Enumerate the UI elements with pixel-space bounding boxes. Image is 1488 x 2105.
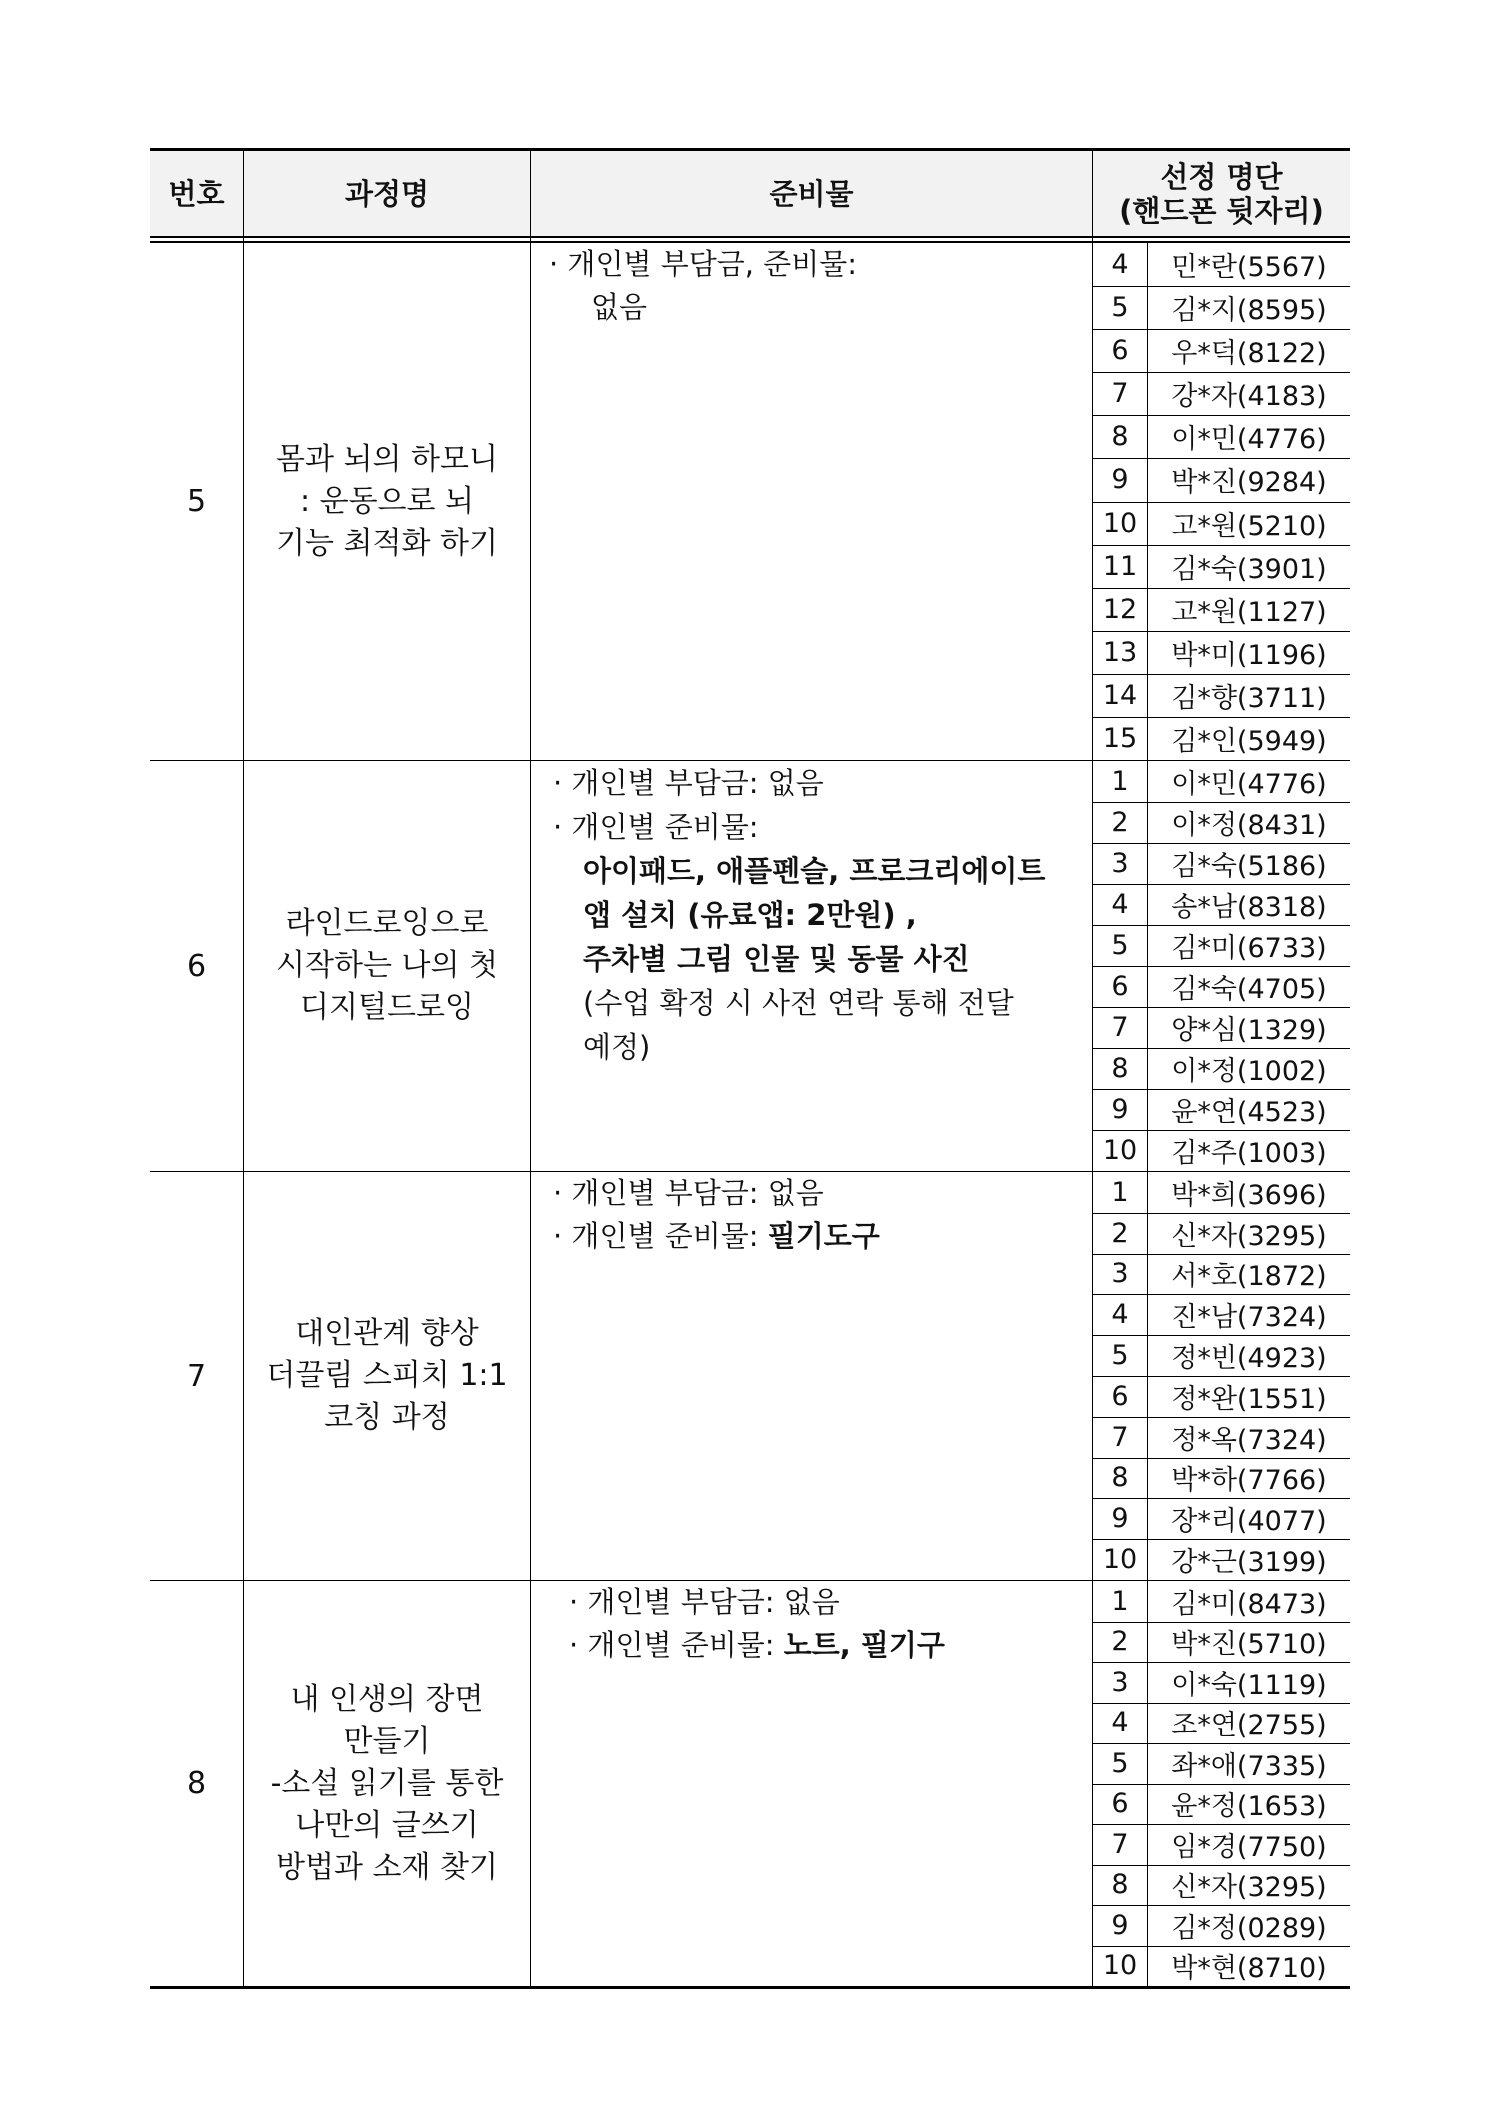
header-course: 과정명 <box>244 151 530 237</box>
selected-row-name: 서*호(1872) <box>1171 1261 1327 1293</box>
selected-row-name: 이*민(4776) <box>1171 769 1327 800</box>
selected-row-number: 8 <box>1111 1869 1129 1901</box>
selected-row-name: 김*향(3711) <box>1171 682 1327 714</box>
prep-line: · 개인별 준비물: <box>553 810 759 844</box>
selected-row-name: 정*옥(7324) <box>1171 1424 1327 1456</box>
course-title-line: 만들기 <box>343 1723 431 1759</box>
course-title-line: 더끌림 스피치 1:1 <box>266 1358 508 1393</box>
selected-row-name: 김*주(1003) <box>1171 1138 1327 1169</box>
selected-row-number: 6 <box>1111 971 1129 1002</box>
selected-row-number: 5 <box>1111 1340 1129 1372</box>
prep-line: · 개인별 부담금, 준비물: <box>549 247 857 281</box>
selected-row-name: 박*진(9284) <box>1171 467 1327 499</box>
selected-row-number: 2 <box>1111 807 1129 838</box>
selected-row-name: 박*현(8710) <box>1171 1953 1327 1985</box>
course-title <box>244 243 530 760</box>
course-preparation <box>531 1172 1092 1580</box>
selected-row-name: 좌*애(7335) <box>1171 1750 1327 1782</box>
selected-row-number: 7 <box>1111 1828 1129 1860</box>
selected-row-name: 박*진(5710) <box>1171 1629 1327 1661</box>
selected-row-name: 박*희(3696) <box>1171 1179 1327 1211</box>
selected-row-number: 9 <box>1111 1503 1129 1535</box>
selected-row-number: 8 <box>1111 1462 1129 1494</box>
prep-line-bold: 앱 설치 (유료앱: 2만원) , <box>583 898 917 932</box>
selected-row-number: 1 <box>1111 1176 1129 1208</box>
selected-row-name: 김*숙(3901) <box>1171 553 1327 585</box>
selected-row-name: 민*란(5567) <box>1171 252 1327 284</box>
prep-line-bold: 주차별 그림 인물 및 동물 사진 <box>583 942 970 976</box>
prep-line <box>569 1624 945 1667</box>
header-double-rule-top <box>150 236 1350 238</box>
selected-list <box>1093 1172 1350 1580</box>
table-bottom-rule <box>150 1986 1350 1989</box>
header-selected-line2: (핸드폰 뒷자리) <box>1119 194 1324 228</box>
selected-row-number: 4 <box>1111 1299 1129 1331</box>
header-prep: 준비물 <box>531 151 1092 237</box>
selected-row-name: 정*빈(4923) <box>1171 1343 1327 1375</box>
selected-row-name: 김*미(8473) <box>1171 1588 1327 1620</box>
prep-line: · 개인별 부담금: 없음 <box>553 1176 824 1210</box>
course-title-line: 내 인생의 장면 <box>290 1681 484 1717</box>
selected-row-number: 10 <box>1102 507 1138 539</box>
selected-row-number: 7 <box>1111 378 1129 410</box>
selected-row-number: 12 <box>1102 593 1138 625</box>
selected-row-name: 고*원(1127) <box>1171 596 1327 628</box>
prep-value-bold: 노트, 필기구 <box>783 1628 945 1662</box>
course-title-line: -소설 읽기를 통한 <box>270 1765 504 1801</box>
prep-line: 없음 <box>591 290 648 324</box>
selected-row-number: 11 <box>1102 550 1138 582</box>
prep-line: · 개인별 부담금: 없음 <box>553 766 824 800</box>
selected-row-name: 장*리(4077) <box>1171 1506 1327 1538</box>
selected-row-name: 윤*정(1653) <box>1171 1791 1327 1823</box>
selected-row-name: 이*민(4776) <box>1171 424 1327 456</box>
course-title-line: 몸과 뇌의 하모니 <box>276 441 498 477</box>
selected-row-number: 10 <box>1102 1950 1138 1982</box>
selected-row-number: 14 <box>1102 679 1138 711</box>
header-selected <box>1093 151 1350 237</box>
selected-row-name: 김*정(0289) <box>1171 1912 1327 1944</box>
selected-row-number: 10 <box>1102 1544 1138 1576</box>
course-title-line: 라인드로잉으로 <box>285 906 489 941</box>
course-preparation <box>531 243 1092 760</box>
selected-row-number: 3 <box>1111 1258 1129 1290</box>
course-number: 8 <box>186 1766 207 1801</box>
course-title <box>244 1581 530 1986</box>
selected-row-name: 이*숙(1119) <box>1171 1669 1327 1701</box>
selected-row-number: 13 <box>1102 636 1138 668</box>
course-number: 6 <box>186 948 207 984</box>
selected-row-number: 5 <box>1111 292 1129 324</box>
selected-row-number: 7 <box>1111 1421 1129 1453</box>
course-preparation <box>531 761 1092 1171</box>
selected-row-number: 2 <box>1111 1626 1129 1658</box>
selected-row-name: 조*연(2755) <box>1171 1710 1327 1742</box>
selected-row-name: 고*원(5210) <box>1171 510 1327 542</box>
header-no: 번호 <box>150 151 243 237</box>
selected-row-name: 김*숙(5186) <box>1171 851 1327 882</box>
selected-row-name: 김*지(8595) <box>1171 295 1327 327</box>
selected-row-number: 1 <box>1111 766 1129 797</box>
selected-row-number: 10 <box>1102 1135 1138 1166</box>
selected-row-name: 정*완(1551) <box>1171 1383 1327 1415</box>
course-title-line: : 운동으로 뇌 <box>299 483 475 519</box>
course-title <box>244 1172 530 1580</box>
selected-row-number: 2 <box>1111 1217 1129 1249</box>
selection-table <box>150 148 1350 1989</box>
selected-row-number: 6 <box>1111 335 1129 367</box>
selected-row-number: 8 <box>1111 1053 1129 1084</box>
course-title-line: 나만의 글쓰기 <box>295 1807 479 1843</box>
prep-line: · 개인별 부담금: 없음 <box>569 1585 840 1619</box>
selected-list <box>1093 1581 1350 1986</box>
selected-list <box>1093 761 1350 1171</box>
prep-value-bold: 필기도구 <box>767 1219 880 1253</box>
course-title-line: 방법과 소재 찾기 <box>276 1849 498 1885</box>
selected-row-number: 3 <box>1111 848 1129 879</box>
selected-row-name: 양*심(1329) <box>1171 1015 1327 1046</box>
selected-row-name: 강*근(3199) <box>1171 1547 1327 1579</box>
selected-row-number: 4 <box>1111 249 1129 281</box>
header-selected-line1: 선정 명단 <box>1160 160 1283 194</box>
course-title-line: 디지털드로잉 <box>300 990 474 1025</box>
selected-row-number: 9 <box>1111 1094 1129 1125</box>
selected-row-name: 송*남(8318) <box>1171 892 1327 923</box>
selected-row-name: 김*숙(4705) <box>1171 974 1327 1005</box>
selected-row-name: 강*자(4183) <box>1171 381 1327 413</box>
selected-row-number: 7 <box>1111 1012 1129 1043</box>
selected-row-number: 15 <box>1102 722 1138 754</box>
course-title-line: 기능 최적화 하기 <box>276 525 498 561</box>
selected-row-number: 8 <box>1111 421 1129 453</box>
selected-row-name: 진*남(7324) <box>1171 1302 1327 1334</box>
selected-row-number: 6 <box>1111 1380 1129 1412</box>
course-title-line: 대인관계 향상 <box>295 1316 479 1351</box>
course-title-line: 코칭 과정 <box>324 1400 450 1435</box>
course-number: 7 <box>186 1358 207 1394</box>
selected-row-number: 5 <box>1111 930 1129 961</box>
selected-row-name: 신*자(3295) <box>1171 1872 1327 1904</box>
selected-row-number: 9 <box>1111 1909 1129 1941</box>
course-preparation <box>531 1581 1092 1986</box>
selected-row-number: 4 <box>1111 1707 1129 1739</box>
prep-line <box>553 1215 880 1258</box>
prep-label: · 개인별 준비물: <box>569 1628 784 1662</box>
selected-row-name: 이*정(1002) <box>1171 1056 1327 1087</box>
selected-row-name: 박*하(7766) <box>1171 1465 1327 1497</box>
course-title <box>244 761 530 1171</box>
selected-row-number: 5 <box>1111 1747 1129 1779</box>
selected-row-number: 6 <box>1111 1788 1129 1820</box>
course-title-line: 시작하는 나의 첫 <box>276 948 498 983</box>
selected-row-name: 박*미(1196) <box>1171 639 1327 671</box>
selected-row-number: 3 <box>1111 1666 1129 1698</box>
selected-row-name: 김*미(6733) <box>1171 933 1327 964</box>
selected-list <box>1093 243 1350 760</box>
selected-row-name: 이*정(8431) <box>1171 810 1327 841</box>
prep-label: · 개인별 준비물: <box>553 1219 768 1253</box>
prep-line-bold: 아이패드, 애플펜슬, 프로크리에이트 <box>583 854 1046 888</box>
prep-line: 예정) <box>583 1030 651 1064</box>
selected-row-name: 신*자(3295) <box>1171 1220 1327 1252</box>
selected-row-name: 우*덕(8122) <box>1171 338 1327 370</box>
selected-row-number: 1 <box>1111 1585 1129 1617</box>
prep-line: (수업 확정 시 사전 연락 통해 전달 <box>583 986 1014 1020</box>
selected-row-name: 윤*연(4523) <box>1171 1097 1327 1128</box>
selected-row-name: 김*인(5949) <box>1171 725 1327 757</box>
selected-row-number: 9 <box>1111 464 1129 496</box>
selected-row-name: 임*경(7750) <box>1171 1831 1327 1863</box>
course-number: 5 <box>186 484 207 519</box>
selected-row-number: 4 <box>1111 889 1129 920</box>
